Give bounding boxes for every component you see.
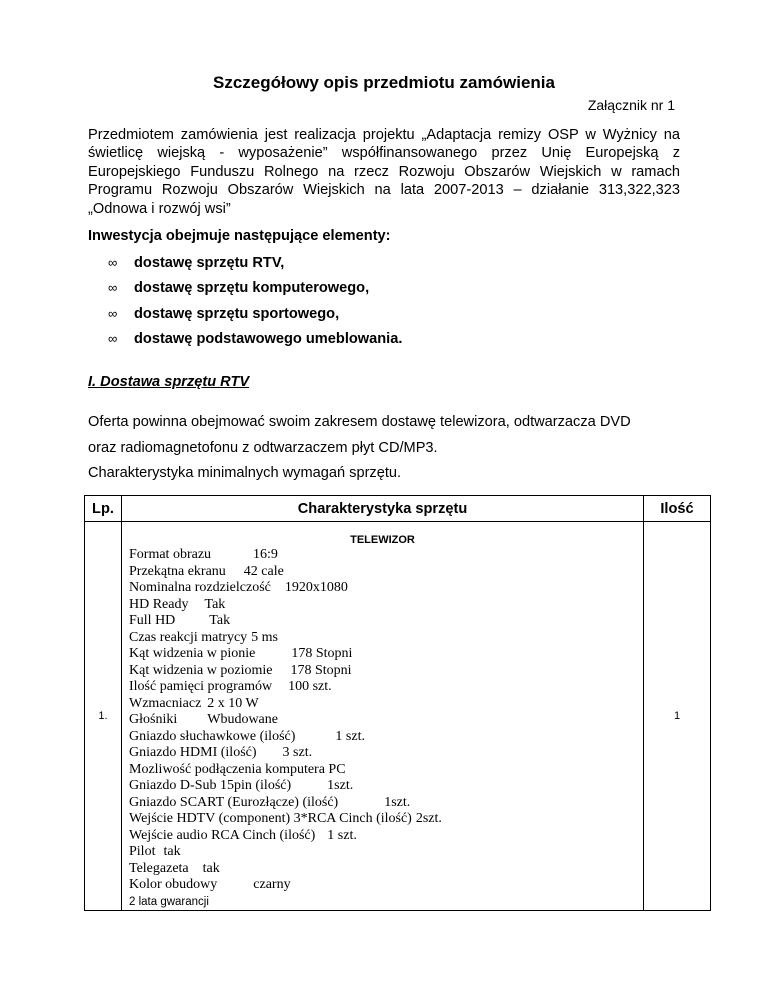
spec-list	[122, 547, 643, 910]
spec-value: tak	[202, 860, 220, 876]
spec-row	[129, 795, 643, 812]
spec-value: 178 Stopni	[290, 662, 352, 678]
investment-item-label: dostawę sprzętu sportowego,	[134, 306, 340, 322]
spec-row	[129, 663, 643, 680]
spec-key: Wzmacniacz	[129, 695, 202, 711]
spec-value: czarny	[253, 877, 291, 892]
spec-value: 1 szt.	[327, 827, 357, 843]
intro-line: Programu Rozwoju Obszarów Wiejskich na lata 2007-2013 – działanie 313,322,323	[88, 182, 680, 199]
spec-key: Full HD	[129, 613, 176, 628]
spec-value: 2szt.	[415, 811, 442, 826]
investment-item-label: dostawę sprzętu RTV,	[134, 255, 285, 271]
row-qty: 1	[644, 522, 711, 911]
intro-line: świetlicę wiejską - wyposażenie” współfinansowanego przez Unię Europejską z	[88, 145, 680, 162]
bullet-icon: ∞	[108, 306, 118, 321]
spec-row	[129, 762, 643, 779]
investment-list-item	[108, 306, 339, 322]
spec-key: Format obrazu	[129, 547, 212, 562]
investment-item-label: dostawę podstawowego umeblowania.	[134, 331, 403, 347]
spec-key: Gniazdo HDMI (ilość)	[129, 745, 257, 760]
spec-key: Czas reakcji matrycy	[129, 629, 248, 645]
spec-value: 16:9	[253, 547, 278, 562]
bullet-icon: ∞	[108, 280, 118, 295]
spec-key: Przekątna ekranu	[129, 563, 226, 579]
item-name: TELEWIZOR	[350, 534, 415, 546]
document-title: Szczegółowy opis przedmiotu zamówienia	[213, 73, 555, 92]
intro-line: „Odnowa i rozwój wsi”	[88, 200, 231, 217]
spec-key: Gniazdo D-Sub 15pin (ilość)	[129, 778, 292, 793]
spec-value: Wbudowane	[207, 712, 278, 727]
investment-list-item	[108, 255, 284, 271]
spec-row	[129, 861, 643, 878]
equipment-table	[84, 495, 711, 911]
spec-value: 5 ms	[251, 629, 279, 645]
header-lp: Lp.	[85, 496, 122, 522]
spec-value: 100 szt.	[288, 679, 332, 694]
spec-row	[129, 613, 643, 630]
spec-key: HD Ready	[129, 596, 189, 612]
investment-list-item	[108, 331, 402, 347]
investment-list-item	[108, 280, 369, 296]
spec-row	[129, 778, 643, 795]
section-paragraph: Oferta powinna obejmować swoim zakresem dostawę telewizora, odtwarzacza DVD	[88, 414, 631, 430]
spec-key: Wejście audio RCA Cinch (ilość)	[129, 827, 316, 843]
spec-row	[129, 811, 643, 828]
spec-row	[129, 828, 643, 845]
spec-row	[129, 679, 643, 696]
header-qty: Ilość	[644, 496, 711, 522]
spec-value: 2 x 10 W	[207, 695, 259, 711]
spec-key: Kąt widzenia w pionie	[129, 646, 256, 661]
spec-key: Kąt widzenia w poziomie	[129, 662, 273, 678]
bullet-icon: ∞	[108, 331, 118, 346]
table-header-row	[85, 496, 711, 522]
header-spec: Charakterystyka sprzętu	[122, 496, 644, 522]
section-paragraph: oraz radiomagnetofonu z odtwarzaczem płyt CD/MP3.	[88, 440, 438, 456]
spec-row	[129, 646, 643, 663]
spec-row	[129, 696, 643, 713]
spec-key: Kolor obudowy	[129, 877, 218, 892]
spec-value: 42 cale	[243, 563, 284, 579]
bullet-icon: ∞	[108, 255, 118, 270]
spec-value: Tak	[209, 613, 231, 628]
spec-value: Tak	[204, 596, 226, 612]
investment-item-label: dostawę sprzętu komputerowego,	[134, 280, 370, 296]
spec-key: Pilot	[129, 844, 156, 859]
intro-line: Europejskiego Funduszu Rolnego na rzecz Rozwoju Obszarów Wiejskich w ramach	[88, 163, 680, 180]
spec-row	[129, 597, 643, 614]
spec-row	[129, 844, 643, 861]
row-spec-cell	[122, 522, 644, 911]
spec-key: Wejście HDTV (component) 3*RCA Cinch (ilość)	[129, 811, 412, 826]
spec-value: 3 szt.	[282, 745, 313, 760]
spec-value: 1920x1080	[284, 580, 348, 595]
spec-key: Głośniki	[129, 712, 178, 727]
spec-row	[129, 630, 643, 647]
table-row	[85, 522, 711, 911]
section-paragraph: Charakterystyka minimalnych wymagań sprzętu.	[88, 465, 402, 481]
spec-row	[129, 745, 643, 762]
spec-value: 1szt.	[384, 794, 411, 810]
row-lp: 1.	[85, 522, 122, 911]
intro-paragraph	[88, 126, 680, 218]
spec-row	[129, 564, 643, 581]
investment-heading: Inwestycja obejmuje następujące elementy:	[88, 228, 391, 244]
spec-value: 1szt.	[327, 778, 354, 793]
spec-key: Mozliwość podłączenia komputera PC	[129, 761, 346, 777]
spec-key: Gniazdo słuchawkowe (ilość)	[129, 728, 296, 744]
spec-value: tak	[163, 844, 181, 859]
spec-row	[129, 547, 643, 564]
spec-value: 1 szt.	[335, 728, 365, 744]
spec-row	[129, 712, 643, 729]
spec-key: Ilość pamięci programów	[129, 679, 273, 694]
section-heading: I. Dostawa sprzętu RTV	[88, 374, 250, 390]
warranty-text: 2 lata gwarancji	[129, 895, 209, 908]
spec-key: Nominalna rozdzielczość	[129, 580, 271, 595]
spec-key: Gniazdo SCART (Eurozłącze) (ilość)	[129, 794, 339, 810]
spec-row	[129, 580, 643, 597]
intro-line: Przedmiotem zamówienia jest realizacja projektu „Adaptacja remizy OSP w Wyżnicy na	[88, 127, 680, 143]
spec-key: Telegazeta	[129, 860, 189, 876]
annex-label: Załącznik nr 1	[587, 97, 675, 113]
spec-row	[129, 877, 643, 894]
spec-value: 178 Stopni	[291, 646, 353, 661]
spec-row	[129, 729, 643, 746]
